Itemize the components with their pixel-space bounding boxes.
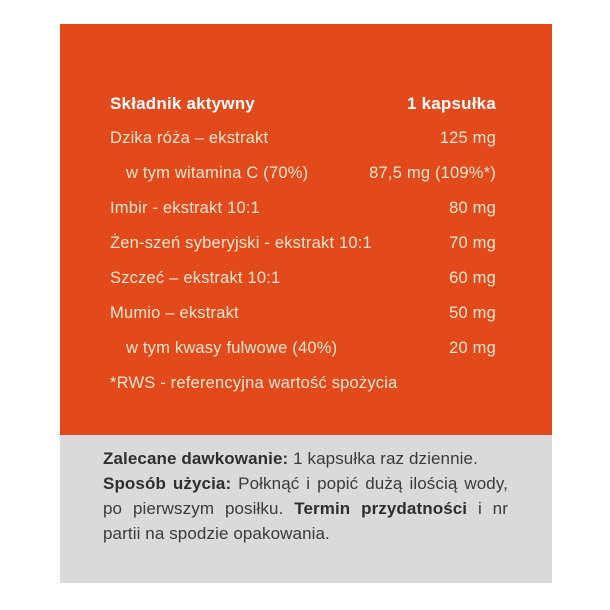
ingredient-name: Mumio – ekstrakt bbox=[110, 304, 239, 322]
ingredient-name: Imbir - ekstrakt 10:1 bbox=[110, 199, 260, 217]
ingredients-table bbox=[110, 86, 496, 401]
table-row bbox=[110, 296, 496, 331]
header-per-capsule: 1 kapsułka bbox=[407, 93, 496, 113]
table-header-row bbox=[110, 86, 496, 121]
ingredient-amount: 50 mg bbox=[449, 304, 496, 322]
ingredients-panel bbox=[60, 24, 552, 435]
ingredient-amount: 60 mg bbox=[449, 269, 496, 287]
header-active-ingredient: Składnik aktywny bbox=[110, 93, 255, 113]
ingredient-name: Żen-szeń syberyjski - ekstrakt 10:1 bbox=[110, 234, 372, 252]
method-label: Sposób użycia: bbox=[103, 474, 232, 493]
ingredient-name: w tym kwasy fulwowe (40%) bbox=[126, 339, 338, 357]
method-text: Połknąć i popić dużą ilością wody, po pierwszym posiłku. bbox=[103, 474, 508, 518]
dosage-label: Zalecane dawkowanie: bbox=[103, 449, 289, 468]
usage-panel bbox=[60, 435, 552, 583]
product-label bbox=[60, 24, 552, 583]
rws-footnote: *RWS - referencyjna wartość spożycia bbox=[110, 374, 398, 392]
expiry-label: Termin przydatności bbox=[294, 499, 468, 518]
rws-footnote-row bbox=[110, 366, 496, 401]
expiry-text: i nr partii na spodzie opakowania. bbox=[103, 499, 508, 543]
usage-instructions bbox=[103, 471, 508, 546]
ingredient-name: Szczeć – ekstrakt 10:1 bbox=[110, 269, 281, 287]
table-row bbox=[110, 331, 496, 366]
ingredient-amount: 20 mg bbox=[449, 339, 496, 357]
dosage-text: 1 kapsułka raz dziennie. bbox=[288, 449, 478, 468]
table-row bbox=[110, 156, 496, 191]
ingredient-name: w tym witamina C (70%) bbox=[126, 164, 309, 182]
ingredient-amount: 80 mg bbox=[449, 199, 496, 217]
ingredient-amount: 87,5 mg (109%*) bbox=[369, 164, 496, 182]
table-row bbox=[110, 261, 496, 296]
dosage-line bbox=[103, 446, 508, 471]
ingredient-amount: 125 mg bbox=[439, 129, 496, 147]
ingredient-amount: 70 mg bbox=[449, 234, 496, 252]
ingredient-name: Dzika róża – ekstrakt bbox=[110, 129, 269, 147]
table-row bbox=[110, 226, 496, 261]
table-row bbox=[110, 121, 496, 156]
table-row bbox=[110, 191, 496, 226]
